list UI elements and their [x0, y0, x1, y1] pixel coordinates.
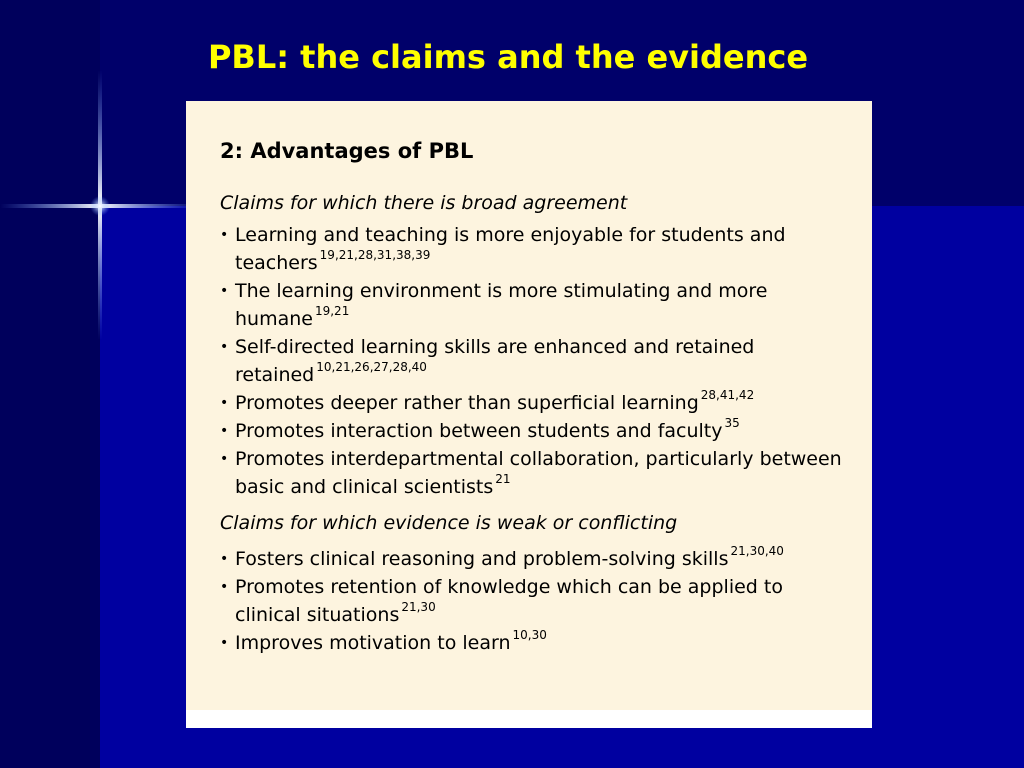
list-item [220, 629, 852, 657]
claim-text: Promotes retention of knowledge which can be applied to clinical situations [235, 576, 783, 626]
bullet-icon: • [220, 551, 229, 567]
list-item [220, 221, 852, 277]
section-heading-weak-evidence: Claims for which evidence is weak or conflicting [220, 512, 678, 534]
bullet-icon: • [220, 635, 229, 651]
claim-text: Promotes deeper rather than superficial learning [235, 392, 699, 414]
bullet-icon: • [220, 339, 229, 355]
claim-text: Promotes interdepartmental collaboration, particularly between basic and clinical scientists [235, 448, 842, 498]
reference-numbers: 21,30,40 [730, 544, 784, 558]
list-item [220, 445, 852, 501]
claims-list-broad-agreement [220, 221, 852, 501]
claims-list-weak-evidence [220, 545, 852, 657]
section-heading-broad-agreement: Claims for which there is broad agreement [220, 192, 628, 214]
box-heading: 2: Advantages of PBL [220, 139, 474, 163]
list-item [220, 277, 852, 333]
advantages-box-body [186, 101, 872, 710]
claim-text: The learning environment is more stimulating and more humane [235, 280, 768, 330]
claim-text: Fosters clinical reasoning and problem-solving skills [235, 548, 729, 570]
reference-numbers: 21,30 [401, 600, 436, 614]
reference-numbers: 10,21,26,27,28,40 [316, 360, 427, 374]
reference-numbers: 28,41,42 [700, 388, 755, 402]
list-item [220, 333, 852, 389]
background-left-band [0, 0, 100, 768]
list-item [220, 417, 852, 445]
bullet-icon: • [220, 395, 229, 411]
reference-numbers: 21 [495, 472, 511, 486]
claim-text: Self-directed learning skills are enhanced and retained retained [235, 336, 755, 386]
reference-numbers: 19,21,28,31,38,39 [319, 248, 431, 262]
bullet-icon: • [220, 579, 229, 595]
claim-text: Promotes interaction between students and faculty [235, 420, 723, 442]
claim-text: Improves motivation to learn [235, 632, 511, 654]
bullet-icon: • [220, 283, 229, 299]
bullet-icon: • [220, 227, 229, 243]
advantages-box [186, 101, 872, 728]
reference-numbers: 10,30 [512, 628, 547, 642]
bullet-icon: • [220, 423, 229, 439]
list-item [220, 545, 852, 573]
reference-numbers: 19,21 [314, 304, 350, 318]
claim-text: Learning and teaching is more enjoyable for students and teachers [235, 224, 786, 274]
slide-title: PBL: the claims and the evidence [207, 38, 809, 76]
reference-numbers: 35 [724, 416, 740, 430]
bullet-icon: • [220, 451, 229, 467]
list-item [220, 573, 852, 629]
list-item [220, 389, 852, 417]
